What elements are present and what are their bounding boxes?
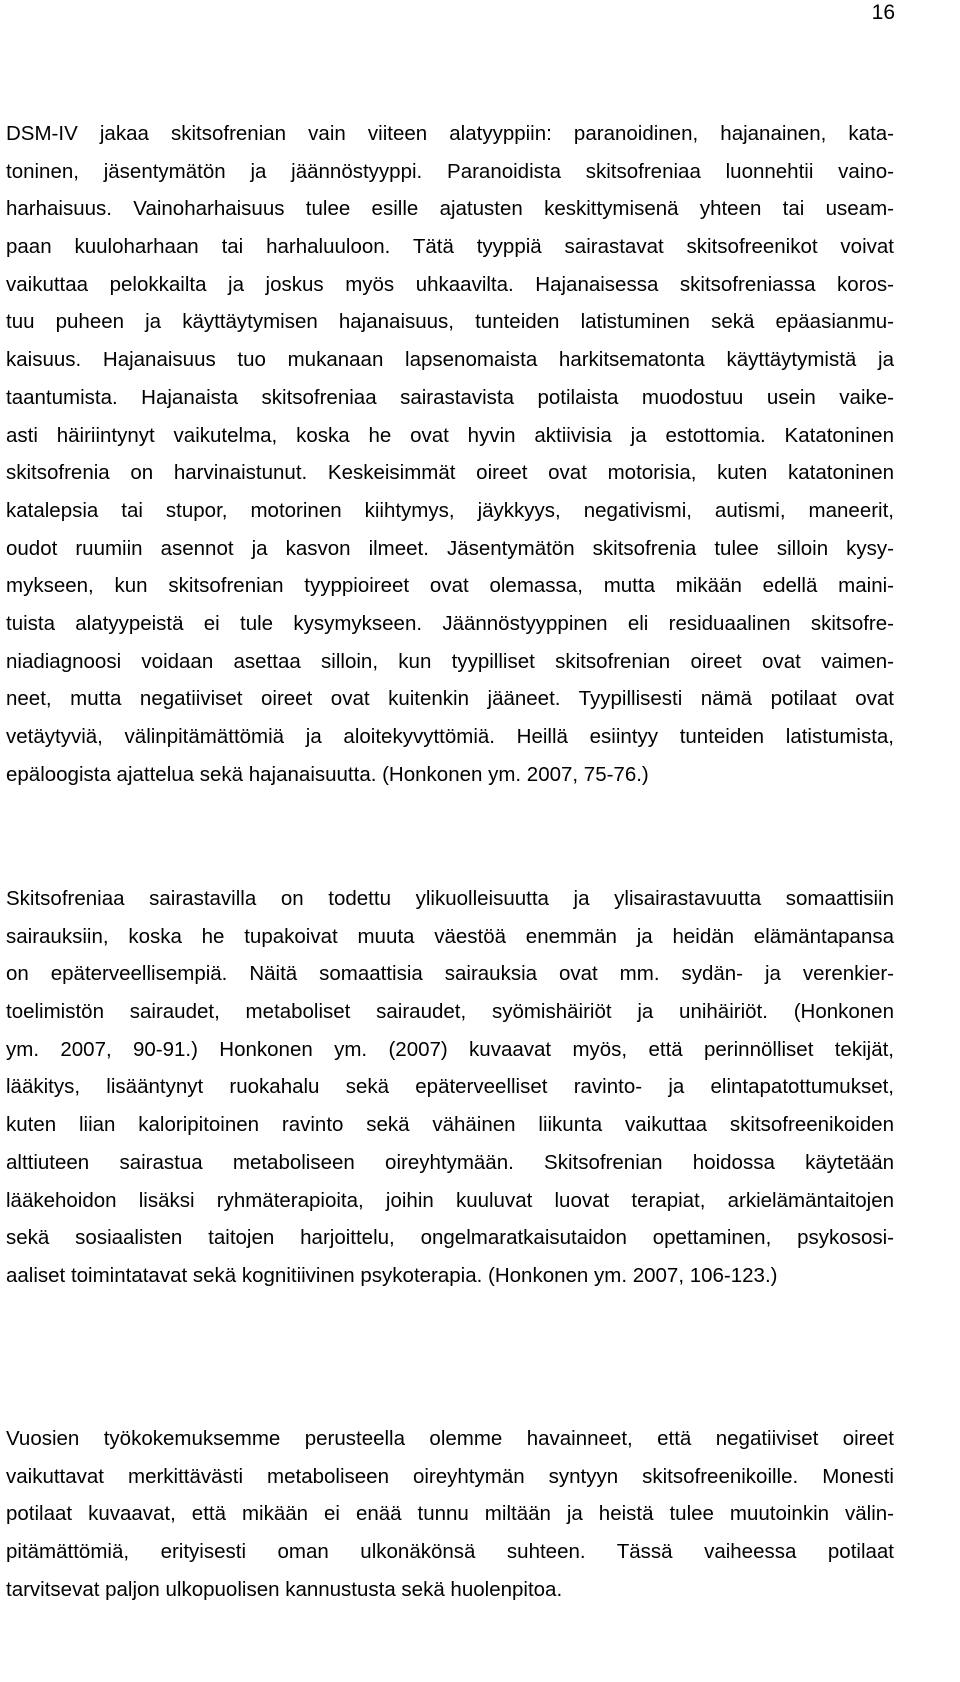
- page-number: 16: [871, 1, 895, 24]
- text-line: oudot ruumiin asennot ja kasvon ilmeet. Jäsentymätön skitsofrenia tulee silloin kysy-: [6, 536, 894, 560]
- text-line: Vuosien työkokemuksemme perusteella olemme havainneet, että negatiiviset oireet: [6, 1427, 894, 1450]
- text-line: katalepsia tai stupor, motorinen kiihtymys, jäykkyys, negativismi, autismi, maneerit,: [6, 498, 894, 522]
- text-line: kuten liian kaloripitoinen ravinto sekä vähäinen liikunta vaikuttaa skitsofreenikoiden: [6, 1113, 894, 1137]
- text-line: vaikuttavat merkittävästi metaboliseen oireyhtymän syntyyn skitsofreenikoille. Monesti: [6, 1464, 894, 1488]
- text-line: niadiagnoosi voidaan asettaa silloin, kun tyypilliset skitsofrenian oireet ovat vaimen-: [6, 649, 894, 673]
- text-line: DSM-IV jakaa skitsofrenian vain viiteen alatyyppiin: paranoidinen, hajanainen, kata-: [6, 122, 894, 145]
- text-line: alttiuteen sairastua metaboliseen oireyhtymään. Skitsofrenian hoidossa käytetään: [6, 1150, 894, 1174]
- text-line: kaisuus. Hajanaisuus tuo mukanaan lapsenomaista harkitsematonta käyttäytymistä ja: [6, 348, 894, 372]
- text-line: neet, mutta negatiiviset oireet ovat kuitenkin jääneet. Tyypillisesti nämä potilaat ovat: [6, 687, 894, 711]
- text-line: taantumista. Hajanaista skitsofreniaa sairastavista potilaista muodostuu usein vaike-: [6, 385, 894, 409]
- text-line: lääkitys, lisääntynyt ruokahalu sekä epäterveelliset ravinto- ja elintapatottumukset,: [6, 1075, 894, 1099]
- text-line: aaliset toimintatavat sekä kognitiivinen psykoterapia. (Honkonen ym. 2007, 106-123.): [6, 1263, 778, 1287]
- text-line: epäloogista ajattelua sekä hajanaisuutta. (Honkonen ym. 2007, 75-76.): [6, 762, 649, 786]
- text-line: harhaisuus. Vainoharhaisuus tulee esille ajatusten keskittymisenä yhteen tai useam-: [6, 197, 894, 221]
- text-line: skitsofrenia on harvinaistunut. Keskeisimmät oireet ovat motorisia, kuten katatoninen: [6, 461, 894, 485]
- paragraph-somatic-illnesses: [0, 880, 960, 1295]
- text-line: tuista alatyypeistä ei tule kysymykseen. Jäännöstyyppinen eli residuaalinen skitsofre-: [6, 611, 894, 635]
- text-line: mykseen, kun skitsofrenian tyyppioireet ovat olemassa, mutta mikään edellä maini-: [6, 574, 894, 598]
- text-line: lääkehoidon lisäksi ryhmäterapioita, joihin kuuluvat luovat terapiat, arkielämäntaitojen: [6, 1188, 894, 1212]
- text-line: vetäytyviä, välinpitämättömiä ja aloitekyvyttömiä. Heillä esiintyy tunteiden latistumista,: [6, 725, 894, 748]
- text-line: sekä sosiaalisten taitojen harjoittelu, ongelmaratkaisutaidon opettaminen, psykososi-: [6, 1226, 894, 1250]
- text-line: paan kuuloharhaan tai harhaluuloon. Tätä tyyppiä sairastavat skitsofreenikot voivat: [6, 235, 894, 259]
- text-line: vaikuttaa pelokkailta ja joskus myös uhkaavilta. Hajanaisessa skitsofreniassa koros-: [6, 272, 894, 296]
- paragraph-skizophrenia-subtypes: [0, 115, 960, 793]
- text-line: tarvitsevat paljon ulkopuolisen kannustusta sekä huolenpitoa.: [6, 1577, 563, 1601]
- text-line: Skitsofreniaa sairastavilla on todettu ylikuolleisuutta ja ylisairastavuutta somaattisiin: [6, 887, 894, 910]
- paragraph-work-experience: [0, 1420, 960, 1608]
- text-line: toninen, jäsentymätön ja jäännöstyyppi. Paranoidista skitsofreniaa luonnehtii vaino-: [6, 159, 894, 183]
- text-line: pitämättömiä, erityisesti oman ulkonäkönsä suhteen. Tässä vaiheessa potilaat: [6, 1540, 894, 1564]
- text-line: toelimistön sairaudet, metaboliset sairaudet, syömishäiriöt ja unihäiriöt. (Honkonen: [6, 1000, 894, 1024]
- text-line: ym. 2007, 90-91.) Honkonen ym. (2007) kuvaavat myös, että perinnölliset tekijät,: [6, 1037, 894, 1061]
- text-line: tuu puheen ja käyttäytymisen hajanaisuus, tunteiden latistuminen sekä epäasianmu-: [6, 310, 894, 334]
- text-line: sairauksiin, koska he tupakoivat muuta väestöä enemmän ja heidän elämäntapansa: [6, 924, 894, 948]
- text-line: potilaat kuvaavat, että mikään ei enää tunnu miltään ja heistä tulee muutoinkin välin-: [6, 1502, 894, 1526]
- text-line: on epäterveellisempiä. Näitä somaattisia sairauksia ovat mm. sydän- ja verenkier-: [6, 962, 894, 986]
- text-line: asti häiriintynyt vaikutelma, koska he ovat hyvin aktiivisia ja estottomia. Katatoninen: [6, 423, 894, 447]
